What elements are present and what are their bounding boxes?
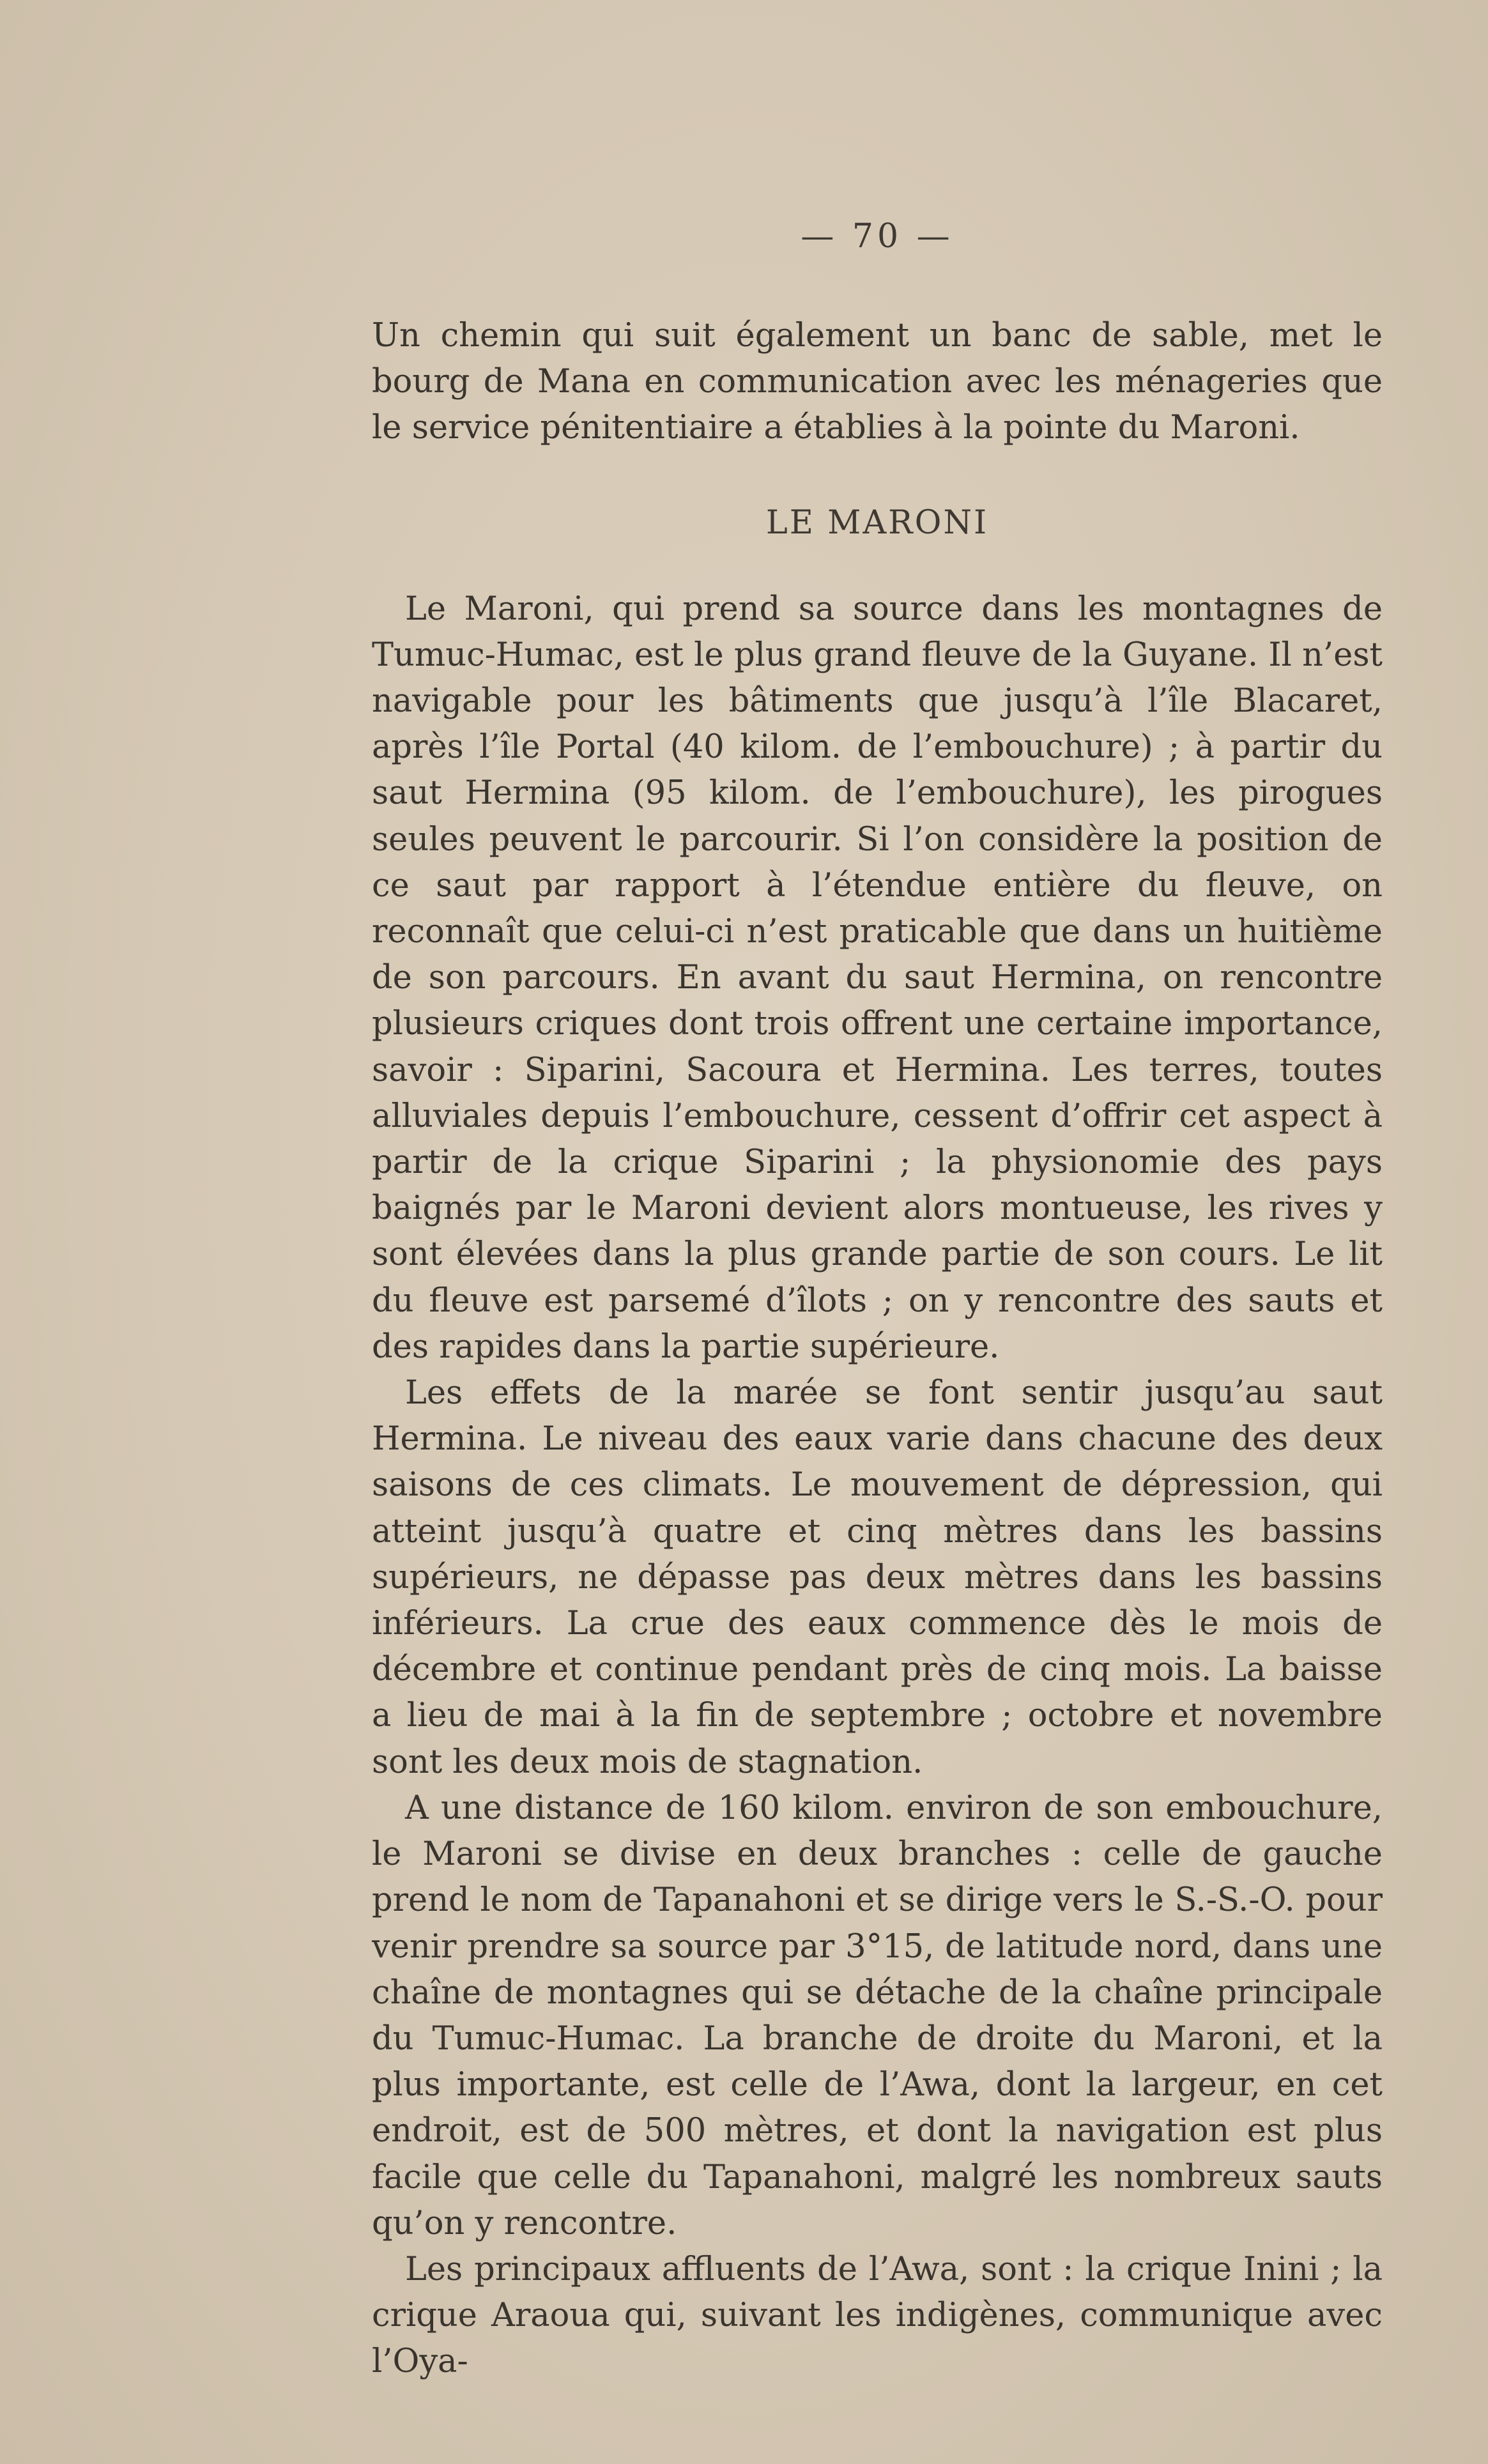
paragraph-branches: A une distance de 160 kilom. environ de son embouchure, le Maroni se divise en deux branches : celle de gauche prend le nom de Tapanahoni et se dirige vers le S.-S.-O. pour venir prendre sa source par 3°15, de latitude nord, dans une chaîne de montagnes qui se détache de la chaîne principale du Tumuc-Humac. La branche de droite du Maroni, et la plus importante, est celle de l’Awa, dont la largeur, en cet endroit, est de 500 mètres, et dont la navigation est plus facile que celle du Tapanahoni, malgré les nombreux sauts qu’on y rencontre. <box>372 1789 1383 2242</box>
section-title: LE MARONI <box>765 503 989 542</box>
paragraph-source: Le Maroni, qui prend sa source dans les montagnes de Tumuc-Humac, est le plus grand fleuve de la Guyane. Il n’est navigable pour les bâtiments que jusqu’à l’île Blacaret, après l’île Portal (40 kilom. de l’embouchure) ; à partir du saut Hermina (95 kilom. de l’embouchure), les pirogues seules peuvent le parcourir. Si l’on considère la position de ce saut par rapport à l’étendue entière du fleuve, on reconnaît que celui-ci n’est praticable que dans un huitième de son parcours. En avant du saut Hermina, on rencontre plusieurs criques dont trois offrent une certaine importance, savoir : Siparini, Sacoura et Hermina. Les terres, toutes alluviales depuis l’embouchure, cessent d’offrir cet aspect à partir de la crique Siparini ; la physionomie des pays baignés par le Maroni devient alors montueuse, les rives y sont élevées dans la plus grande partie de son cours. Le lit du fleuve est parsemé d’îlots ; on y rencontre des sauts et des rapides dans la partie supérieure. <box>372 590 1383 1366</box>
page-number: — 70 — <box>801 217 954 256</box>
paragraph-affluents: Les principaux affluents de l’Awa, sont : la crique Inini ; la crique Araoua qui, suivant les indigènes, communique avec l’Oya- <box>372 2250 1383 2381</box>
paragraph-tides: Les effets de la marée se font sentir jusqu’au saut Hermina. Le niveau des eaux varie dans chacune des deux saisons de ces climats. Le mouvement de dépression, qui atteint jusqu’à quatre et cinq mètres dans les bassins supérieurs, ne dépasse pas deux mètres dans les bassins inférieurs. La crue des eaux commence dès le mois de décembre et continue pendant près de cinq mois. La baisse a lieu de mai à la fin de septembre ; octobre et novembre sont les deux mois de stagnation. <box>372 1374 1383 1781</box>
intro-paragraph: Un chemin qui suit également un banc de sable, met le bourg de Mana en communication avec les ménageries que le service pénitentiaire a établies à la pointe du Maroni. <box>372 317 1383 447</box>
page-text <box>372 217 1383 2385</box>
